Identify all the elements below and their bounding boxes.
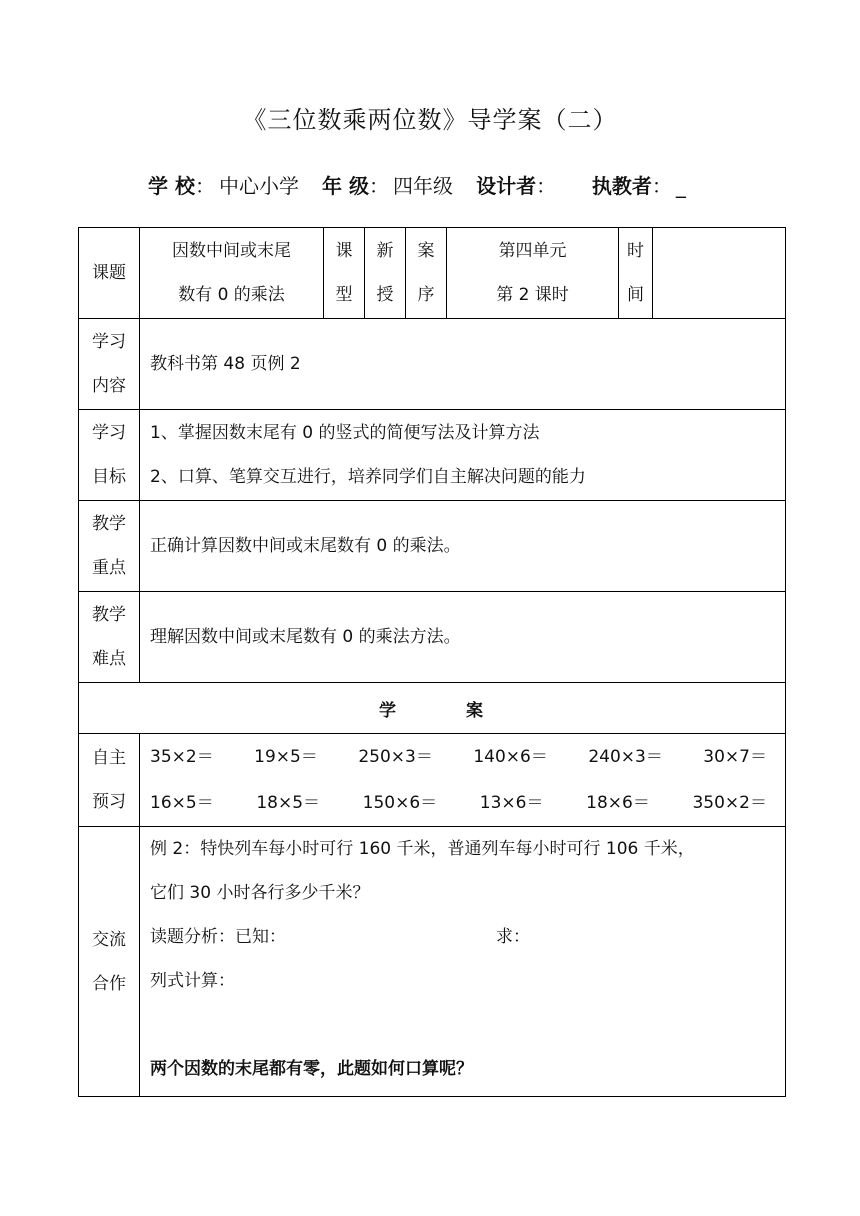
content-row: [79, 319, 786, 410]
self-study-exercises: [140, 734, 786, 827]
school-value: 中心小学: [218, 174, 299, 198]
example-line-1: 例 2：特快列车每小时可行 160 千米，普通列车每小时可行 106 千米，: [150, 839, 695, 859]
grade-label: 年 级: [322, 174, 370, 198]
info-line: 学 校： 中心小学 年 级： 四年级 设计者： 执教者： _: [148, 174, 686, 198]
difficult-text: 理解因数中间或末尾数有 0 的乘法方法。: [140, 592, 786, 683]
question-line: 两个因数的末尾都有零，此题如何口算呢？: [150, 1059, 473, 1079]
school-label: 学 校: [148, 174, 195, 198]
goals-row: [79, 410, 786, 501]
formula-line: 列式计算：: [150, 971, 235, 991]
difficult-row: [79, 592, 786, 683]
section-header-row: [79, 683, 786, 734]
analysis-line: 读题分析：已知： 求：: [150, 927, 530, 947]
key-row: [79, 501, 786, 592]
designer-label: 设计者: [476, 174, 537, 198]
key-label: 教学 重点: [79, 501, 140, 592]
section-header: 学 案: [79, 683, 786, 734]
teacher-label: 执教者: [591, 174, 652, 198]
order-value: 第四单元 第 2 课时: [447, 228, 619, 319]
cooperation-label: 交流 合作: [79, 827, 140, 1097]
time-label: 时 间: [619, 228, 653, 319]
cooperation-content: [140, 827, 786, 1097]
cooperation-row: [79, 827, 786, 1097]
header-row: [79, 228, 786, 319]
goals-label: 学习 目标: [79, 410, 140, 501]
example-line-2: 它们 30 小时各行多少千米？: [150, 883, 370, 903]
order-label: 案 序: [406, 228, 447, 319]
grade-value: 四年级: [393, 174, 454, 198]
type-value: 新 授: [365, 228, 406, 319]
time-value: [653, 228, 786, 319]
exercise-row-2: 16×5＝ 18×5＝ 150×6＝ 13×6＝ 18×6＝ 350×2＝: [150, 793, 767, 813]
difficult-label: 教学 难点: [79, 592, 140, 683]
exercise-row-1: 35×2＝ 19×5＝ 250×3＝ 140×6＝ 240×3＝ 30×7＝: [150, 747, 767, 767]
content-label: 学习 内容: [79, 319, 140, 410]
self-study-label: 自主 预习: [79, 734, 140, 827]
topic-value: 因数中间或末尾 数有 0 的乘法: [140, 228, 324, 319]
content-text: 教科书第 48 页例 2: [140, 319, 786, 410]
topic-label: 课题: [79, 228, 140, 319]
key-text: 正确计算因数中间或末尾数有 0 的乘法。: [140, 501, 786, 592]
self-study-row: [79, 734, 786, 827]
page-title: 《三位数乘两位数》导学案（二）: [242, 106, 618, 134]
lesson-table: [78, 227, 786, 1097]
teacher-value: _: [675, 174, 686, 198]
goals-text: 1、掌握因数末尾有 0 的竖式的简便写法及计算方法 2、口算、笔算交互进行，培养同学们自主解决问题的能力: [140, 410, 786, 501]
type-label: 课 型: [324, 228, 365, 319]
